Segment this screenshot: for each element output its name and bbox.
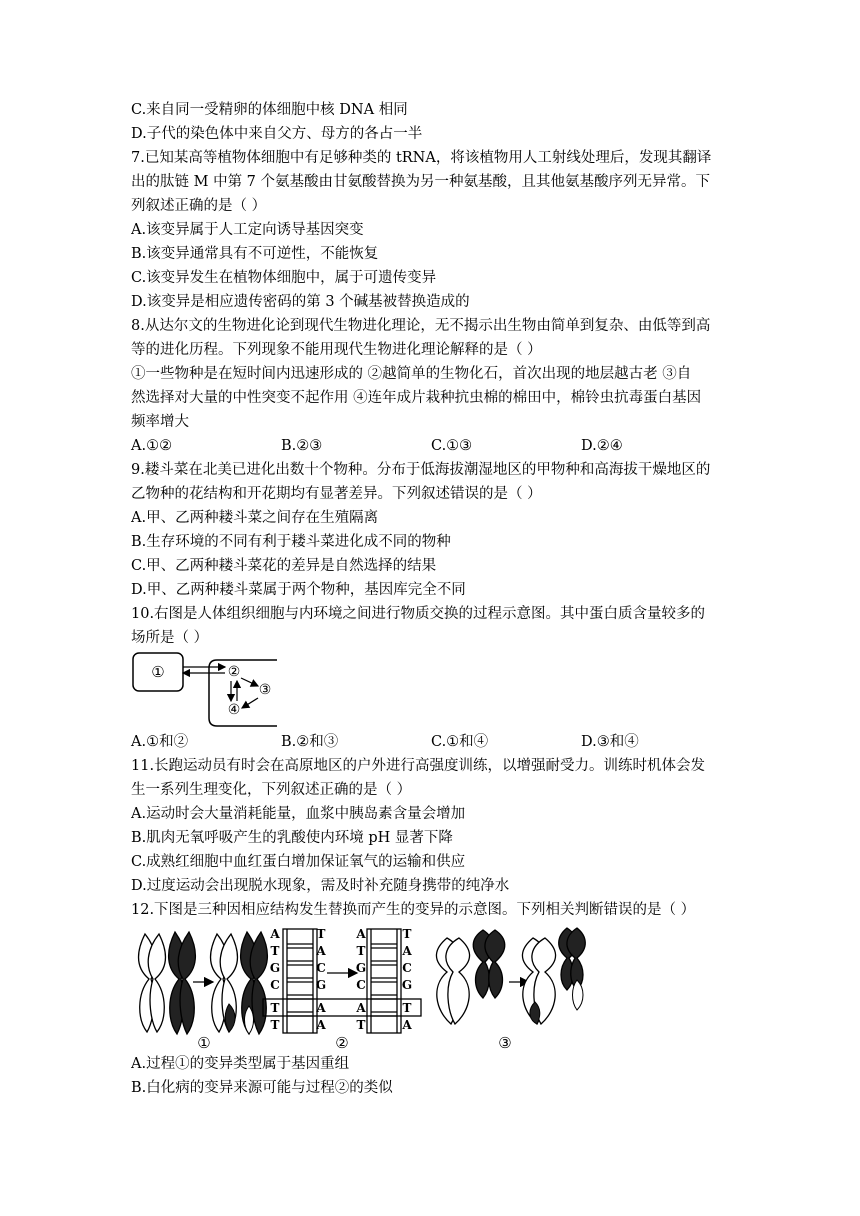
question-10-stem: 10.右图是人体组织细胞与内环境之间进行物质交换的过程示意图。其中蛋白质含量较多的 (131, 606, 706, 622)
q9-option-a: A.甲、乙两种耧斗菜之间存在生殖隔离 (131, 510, 379, 526)
base-label: T (270, 1001, 280, 1015)
base-label: A (402, 1018, 412, 1032)
base-label: C (316, 961, 326, 975)
base-label: T (270, 1018, 280, 1032)
q9-option-b: B.生存环境的不同有利于耧斗菜进化成不同的物种 (131, 534, 451, 550)
base-label: C (356, 978, 366, 992)
q10-option-b: B.②和③ (281, 734, 339, 750)
q11-option-c: C.成熟红细胞中血红蛋白增加保证氧气的运输和供应 (131, 854, 466, 870)
exam-page (131, 98, 731, 1100)
text-line: 频率增大 (131, 414, 189, 430)
base-label: T (316, 927, 326, 941)
q10-option-a: A.①和② (131, 734, 189, 750)
arrow-3-to-4 (242, 698, 258, 708)
text-line: C.来自同一受精卵的体细胞中核 DNA 相同 (131, 102, 408, 118)
q7-option-a: A.该变异属于人工定向诱导基因突变 (131, 222, 364, 238)
base-label: A (356, 927, 366, 941)
base-label: G (401, 978, 413, 992)
base-label: A (356, 1001, 366, 1015)
question-7-stem: 7.已知某高等植物体细胞中有足够种类的 tRNA，将该植物用人工射线处理后，发现其翻译 (131, 150, 712, 166)
q7-option-d: D.该变异是相应遗传密码的第 3 个碱基被替换造成的 (131, 294, 470, 310)
base-label: C (270, 978, 280, 992)
base-label: T (270, 944, 280, 958)
base-label: A (402, 944, 412, 958)
text-line: 生一系列生理变化，下列叙述正确的是（ ） (131, 782, 412, 798)
label-1: ① (151, 663, 165, 681)
base-label: A (270, 927, 280, 941)
bottom-text-block (131, 1052, 731, 1100)
q10-option-c: C.①和④ (431, 734, 489, 750)
text-line: 等的进化历程。下列现象不能用现代生物进化理论解释的是（ ） (131, 342, 542, 358)
label-2: ② (227, 664, 241, 680)
fig10-svg (131, 650, 291, 730)
fig12-svg (131, 924, 731, 1052)
process-3-chromosomes (436, 928, 585, 1024)
process-1-label: ① (197, 1034, 211, 1052)
top-text-block (131, 98, 731, 434)
q8-option-b: B.②③ (281, 438, 323, 454)
base-label: C (402, 961, 412, 975)
q11-option-a: A.运动时会大量消耗能量，血浆中胰岛素含量会增加 (131, 806, 466, 822)
q7-option-c: C.该变异发生在植物体细胞中，属于可遗传变异 (131, 270, 437, 286)
fig10-exchange-diagram (131, 650, 731, 730)
text-line: 乙物种的花结构和开花期均有显著差异。下列叙述错误的是（ ） (131, 486, 542, 502)
q10-option-d: D.③和④ (581, 734, 639, 750)
label-3: ③ (258, 682, 272, 698)
base-label: A (316, 944, 326, 958)
q12-option-a: A.过程①的变异类型属于基因重组 (131, 1056, 350, 1072)
label-4: ④ (227, 702, 241, 718)
text-line: 出的肽链 M 中第 7 个氨基酸由甘氨酸替换为另一种氨基酸，且其他氨基酸序列无异常。下 (131, 174, 711, 190)
base-label: A (316, 1001, 326, 1015)
arrow-2-to-3 (241, 678, 258, 686)
process-1-chromosomes (139, 932, 268, 1034)
base-label: T (356, 1018, 366, 1032)
q10-options (131, 730, 731, 754)
q9-option-d: D.甲、乙两种耧斗菜属于两个物种，基因库完全不同 (131, 582, 466, 598)
question-8-stem: 8.从达尔文的生物进化论到现代生物进化理论，无不揭示出生物由简单到复杂、由低等到高 (131, 318, 711, 334)
q9-option-c: C.甲、乙两种耧斗菜花的差异是自然选择的结果 (131, 558, 437, 574)
question-11-stem: 11.长跑运动员有时会在高原地区的户外进行高强度训练，以增强耐受力。训练时机体会发 (131, 758, 706, 774)
base-label: T (402, 1001, 412, 1015)
q7-option-b: B.该变异通常具有不可逆性，不能恢复 (131, 246, 379, 262)
q8-options (131, 434, 731, 458)
base-label: G (269, 961, 281, 975)
text-line: 然选择对大量的中性突变不起作用 ④连年成片栽种抗虫棉的棉田中，棉铃虫抗毒蛋白基因 (131, 390, 702, 406)
base-label: A (316, 1018, 326, 1032)
text-line: 场所是（ ） (131, 630, 209, 646)
base-label: G (315, 978, 327, 992)
base-label: T (402, 927, 412, 941)
base-label: G (355, 961, 367, 975)
q8-option-d: D.②④ (581, 438, 623, 454)
q11-option-b: B.肌肉无氧呼吸产生的乳酸使内环境 pH 显著下降 (131, 830, 453, 846)
text-line: D.子代的染色体中来自父方、母方的各占一半 (131, 126, 423, 142)
question-9-stem: 9.耧斗菜在北美已进化出数十个物种。分布于低海拔潮湿地区的甲物种和高海拔干燥地区的 (131, 462, 711, 478)
q9-q10-text-block (131, 458, 731, 650)
q12-option-b: B.白化病的变异来源可能与过程②的类似 (131, 1080, 393, 1096)
process-2-dna (263, 927, 421, 1033)
q8-option-a: A.①② (131, 438, 173, 454)
q11-q12-text-block (131, 754, 731, 922)
text-line: ①一些物种是在短时间内迅速形成的 ②越简单的生物化石，首次出现的地层越古老 ③自 (131, 366, 692, 382)
question-12-stem: 12.下图是三种因相应结构发生替换而产生的变异的示意图。下列相关判断错误的是（ ） (131, 902, 696, 918)
process-2-label: ② (335, 1034, 349, 1052)
fig12-variation-diagram (131, 924, 731, 1052)
process-3-label: ③ (498, 1034, 512, 1052)
q8-option-c: C.①③ (431, 438, 473, 454)
base-label: T (356, 944, 366, 958)
q11-option-d: D.过度运动会出现脱水现象，需及时补充随身携带的纯净水 (131, 878, 510, 894)
text-line: 列叙述正确的是（ ） (131, 198, 267, 214)
